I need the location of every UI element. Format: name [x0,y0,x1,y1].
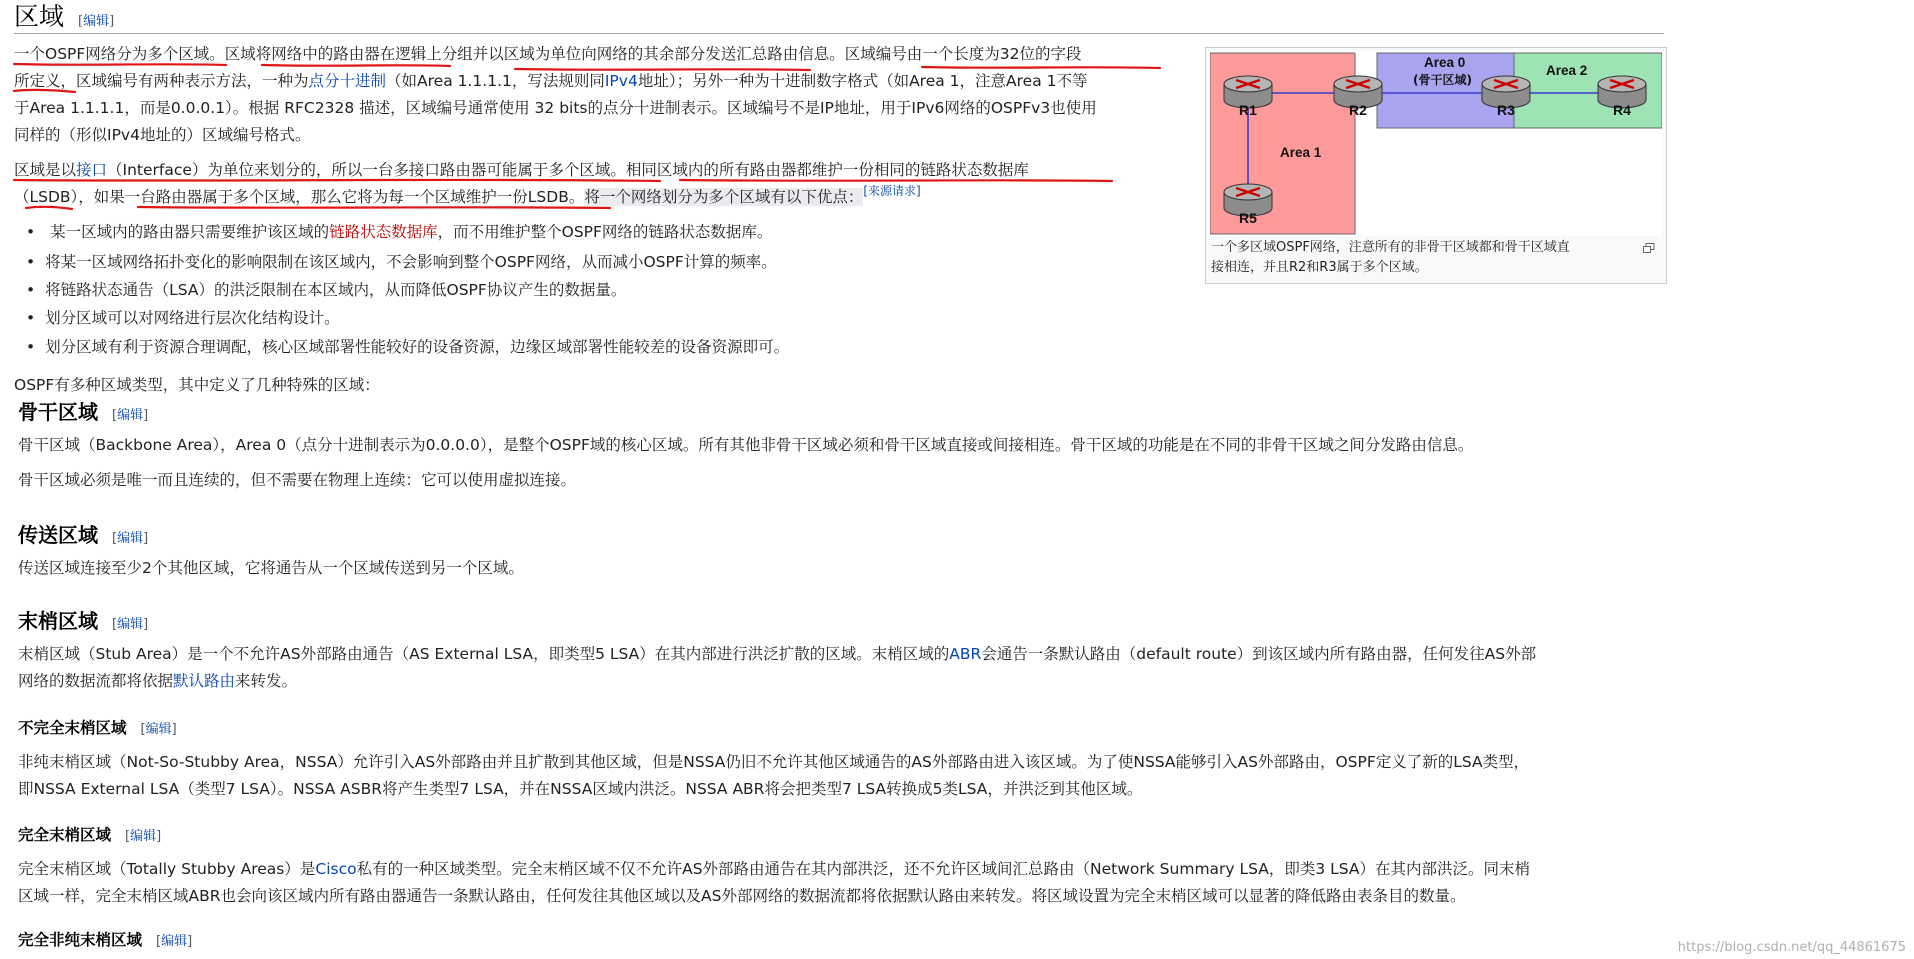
router-label: R1 [1239,102,1257,118]
interface-link[interactable]: 接口 [76,161,108,179]
area-types-intro: OSPF有多种区域类型，其中定义了几种特殊的区域： [14,376,380,394]
underline-stroke [14,180,660,181]
totally-stubby-line-2: 区域一样，完全末梢区域ABR也会向该区域内所有路由器通告一条默认路由，任何发往其他区域以及AS外部网络的数据流都将依据默认路由来转发。将区域设置为完全末梢区域可以显著的降低路由表条目的数量。 [18,887,1466,905]
backbone-para-1: 骨干区域（Backbone Area），Area 0（点分十进制表示为0.0.0.0），是整个OSPF域的核心区域。所有其他非骨干区域必须和骨干区域直接或间接相连。骨干区域的功能是在不同的非骨干区域之间分发路由信息。 [18,436,1474,454]
stub-heading: 末梢区域 [编辑] [18,609,149,633]
totally-stubby-title: 完全末梢区域 [18,826,112,844]
figure-caption-line-1: 一个多区域OSPF网络，注意所有的非骨干区域都和骨干区域直 [1211,240,1570,255]
nssa-edit-link[interactable]: 编辑 [145,722,172,737]
stub-line-1 [18,644,1536,664]
para2-text: （Interface）为单位来划分的，所以一台多接口路由器可能属于多个区域。相同区域内的所有路由器都维护一份相同的链路状态数据库 [107,161,1029,179]
red-underline-annotations [0,0,1190,220]
list-item-text: ，而不用维护整个OSPF网络的链路状态数据库。 [437,223,773,241]
totally-nssa-edit-link[interactable]: 编辑 [161,934,188,949]
transit-edit-link[interactable]: 编辑 [117,531,144,546]
default-route-link[interactable]: 默认路由 [173,672,236,690]
totally-stubby-line-1 [18,859,1530,879]
router-label: R5 [1239,210,1257,226]
list-item: • 划分区域有利于资源合理调配，核心区域部署性能较好的设备资源，边缘区域部署性能较差的设备资源即可。 [26,337,789,357]
area1-label: Area 1 [1280,145,1322,160]
intro-line-3: 于Area 1.1.1.1，而是0.0.0.1）。根据 RFC2328 描述，区域编号通常使用 32 bits的点分十进制表示。区域编号不是IP地址，用于IPv6网络的OSPFv3也使用 [14,99,1097,117]
underline-stroke [262,65,450,66]
area2-label: Area 2 [1546,63,1588,78]
edit-link-wrap: [编辑] [78,14,115,29]
stub-text: 网络的数据流都将依据 [18,672,174,690]
intro-text: 所定义，区域编号有两种表示方法，一种为 [14,72,309,90]
highlighted-text: 将一个网络划分为多个区域有以下优点： [584,188,864,206]
enlarge-icon[interactable] [1643,238,1655,248]
backbone-heading: 骨干区域 [编辑] [18,400,149,424]
underline-stroke [138,207,610,208]
intro-text: （如Area 1.1.1.1，写法规则同 [386,72,605,90]
list-item: • 划分区域可以对网络进行层次化结构设计。 [26,308,340,328]
totally-nssa-title: 完全非纯末梢区域 [18,931,143,949]
router-label: R2 [1349,102,1367,118]
underline-stroke [922,67,1160,68]
totally-stubby-text: 私有的一种区域类型。完全末梢区域不仅不允许AS外部路由通告在其内部洪泛，还不允许区域间汇总路由（Network Summary LSA，即类3 LSA）在其内部洪泛。同末梢 [356,860,1531,878]
totally-nssa-heading: 完全非纯末梢区域 [编辑] [18,931,193,949]
totally-stubby-edit-link[interactable]: 编辑 [130,829,157,844]
area0-sublabel: (骨干区域) [1413,73,1472,87]
dotted-decimal-link[interactable]: 点分十进制 [308,72,387,90]
list-item [26,222,772,242]
section-title: 区域 [14,2,65,31]
intro-text: 地址）；另外一种为十进制数字格式（如Area 1，注意Area 1不等 [637,72,1088,90]
nssa-title: 不完全末梢区域 [18,719,127,737]
totally-stubby-text: 完全末梢区域（Totally Stubby Areas）是 [18,860,316,878]
backbone-title: 骨干区域 [18,400,98,424]
list-item: • 将某一区域网络拓扑变化的影响限制在该区域内，不会影响到整个OSPF网络，从而减小OSPF计算的频率。 [26,252,777,272]
underline-stroke [14,64,226,65]
underline-stroke [680,180,1112,181]
citation-needed-link[interactable]: [来源请求] [863,184,921,198]
backbone-edit-link[interactable]: 编辑 [117,408,144,423]
para2-text: （LSDB），如果一台路由器属于多个区域，那么它将为每一个区域维护一份LSDB。 [14,188,585,206]
nssa-heading: 不完全末梢区域 [编辑] [18,719,177,737]
section-edit-link[interactable]: 编辑 [83,14,110,29]
stub-text: 来转发。 [235,672,298,690]
underline-stroke [14,90,75,92]
router-label: R4 [1613,102,1631,118]
nssa-line-2: 即NSSA External LSA（类型7 LSA）。NSSA ASBR将产生类型7 LSA，并在NSSA区域内洪泛。NSSA ABR将会把类型7 LSA转换成5类LSA，并洪泛到其他区域。 [18,780,1143,798]
stub-edit-link[interactable]: 编辑 [117,617,144,632]
router-label: R3 [1497,102,1515,118]
intro-text: 一个OSPF网络分为多个区域。区域将网络中的路由器在逻辑上分组并以区域为单位向网络的其余部分发送汇总路由信息。区域编号由一个长度为32位的字段 [14,45,1082,63]
watermark: https://blog.csdn.net/qq_44861675 [1677,940,1906,955]
cisco-link[interactable]: Cisco [315,860,357,878]
transit-title: 传送区域 [18,523,98,547]
abr-link[interactable]: ABR [949,645,982,663]
lsdb-link[interactable]: 链路状态数据库 [329,223,438,241]
list-item: • 将链路状态通告（LSA）的洪泛限制在本区域内，从而降低OSPF协议产生的数据量。 [26,280,626,300]
stub-text: 会通告一条默认路由（default route）到该区域内所有路由器，任何发往AS外部 [981,645,1537,663]
backbone-para-2: 骨干区域必须是唯一而且连续的，但不需要在物理上连续：它可以使用虚拟连接。 [18,471,577,489]
list-item-text: 某一区域内的路由器只需要维护该区域的 [50,223,330,241]
figure-caption-line-2: 接相连，并且R2和R3属于多个区域。 [1211,260,1428,275]
nssa-line-1: 非纯末梢区域（Not-So-Stubby Area，NSSA）允许引入AS外部路由并且扩散到其他区域，但是NSSA仍旧不允许其他区域通告的AS外部路由进入该区域。为了使NSSA能够引入AS外部路由，OSPF定义了新的LSA类型， [18,753,1530,771]
underline-stroke [515,69,810,70]
ospf-area-diagram[interactable] [1210,51,1662,236]
transit-para: 传送区域连接至少2个其他区域，它将通告从一个区域传送到另一个区域。 [18,559,524,577]
intro-line-4: 同样的（形似IPv4地址的）区域编号格式。 [14,126,311,144]
stub-title: 末梢区域 [18,609,98,633]
stub-text: 末梢区域（Stub Area）是一个不允许AS外部路由通告（AS External LSA，即类型5 LSA）在其内部进行洪泛扩散的区域。末梢区域的 [18,645,950,663]
transit-heading: 传送区域 [编辑] [18,523,149,547]
underline-stroke [26,207,72,209]
area0-label: Area 0 [1424,55,1466,70]
para2-text: 区域是以 [14,161,77,179]
ipv4-link[interactable]: IPv4 [604,72,638,90]
stub-line-2 [18,671,297,691]
totally-stubby-heading: 完全末梢区域 [编辑] [18,826,162,844]
